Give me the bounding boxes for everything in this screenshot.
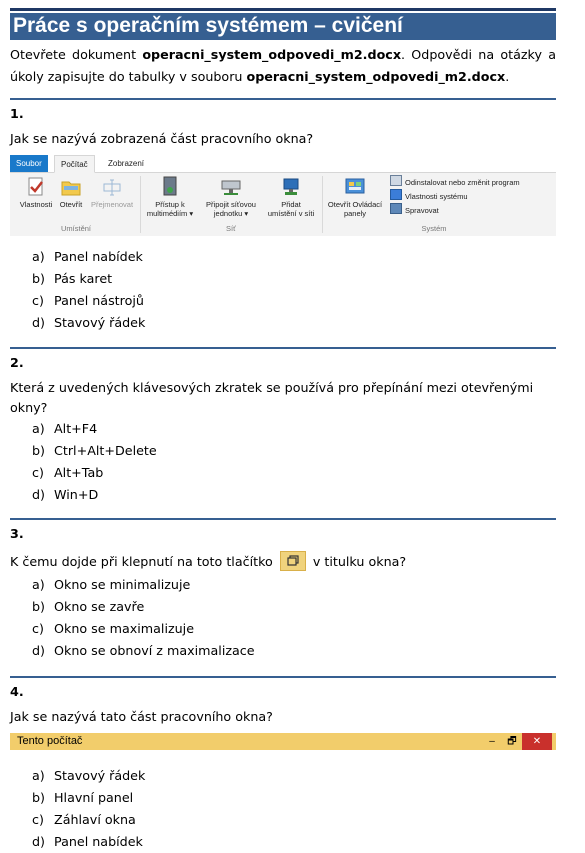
answer-letter: d): [32, 487, 46, 502]
media-access-label: Přístup k: [155, 200, 185, 209]
list-item: [10, 787, 556, 809]
network-location-icon: [280, 176, 302, 198]
tab-pocitac[interactable]: Počítač: [54, 155, 95, 173]
answer-letter: a): [32, 421, 45, 436]
answer-letter: b): [32, 271, 46, 286]
answer-letter: b): [32, 790, 46, 805]
question-text: Která z uvedených klávesových zkratek se používá pro přepínání mezi otevřenými okny?: [10, 380, 534, 415]
properties-label: Vlastnosti: [19, 200, 53, 209]
intro-doc-name: operacni_system_odpovedi_m2.docx: [142, 47, 402, 62]
intro-doc-name: operacni_system_odpovedi_m2.docx: [246, 69, 506, 84]
section-rule: [10, 98, 556, 100]
window-title-bar-image: [10, 733, 556, 750]
answer-text: Panel nabídek: [54, 834, 143, 849]
tab-soubor[interactable]: Soubor: [10, 155, 48, 172]
system-properties-icon: [390, 189, 402, 200]
close-button[interactable]: ✕: [522, 733, 552, 750]
manage-button[interactable]: [390, 203, 439, 216]
list-item: [10, 765, 556, 787]
open-button[interactable]: [56, 176, 86, 209]
ribbon-image: [10, 155, 556, 236]
answer-text: Panel nástrojů: [54, 293, 144, 308]
programs-icon: [390, 175, 402, 186]
section-rule: [10, 676, 556, 678]
rename-icon: [101, 176, 123, 198]
restore-button[interactable]: 🗗: [507, 736, 517, 747]
uninstall-program-button[interactable]: [390, 175, 520, 188]
list-item: [10, 290, 556, 312]
group-label-system: Systém: [421, 224, 447, 233]
answer-text: Stavový řádek: [54, 768, 146, 783]
answer-letter: c): [32, 812, 44, 827]
list-item: [10, 312, 556, 334]
answer-text: Okno se zavře: [54, 599, 145, 614]
answer-text: Záhlaví okna: [54, 812, 136, 827]
network-drive-icon: [220, 176, 242, 198]
answer-text: Panel nabídek: [54, 249, 143, 264]
control-panel-icon: [344, 176, 366, 198]
answer-text: Alt+Tab: [54, 465, 104, 480]
rename-label: Přejmenovat: [90, 200, 134, 209]
page: [10, 8, 556, 853]
question-text-part: K čemu dojde při klepnutí na toto tlačítko: [10, 554, 273, 569]
question-number: 4.: [10, 684, 24, 699]
answer-letter: c): [32, 293, 44, 308]
list-item: [10, 484, 556, 506]
media-access-button[interactable]: [142, 176, 198, 218]
add-network-location-label: Přidat: [281, 200, 301, 209]
manage-label: Spravovat: [405, 206, 439, 215]
ribbon-separator: [140, 176, 141, 233]
properties-button[interactable]: [14, 176, 58, 209]
question-number: 3.: [10, 526, 24, 541]
answer-text: Ctrl+Alt+Delete: [54, 443, 157, 458]
list-item: [10, 462, 556, 484]
tab-zobrazeni[interactable]: Zobrazení: [108, 159, 145, 168]
answer-letter: d): [32, 315, 46, 330]
control-panel-label: Otevřít Ovládací: [327, 200, 383, 209]
list-item: [10, 418, 556, 440]
intro-text: .: [505, 69, 510, 84]
intro-text: . Odpovědi na otázky a úkoly zapisujte do tabulky v souboru: [10, 47, 556, 84]
list-item: [10, 831, 556, 853]
map-network-drive-button[interactable]: [200, 176, 262, 218]
answer-list: [10, 765, 556, 853]
group-label-sit: Síť: [226, 224, 236, 233]
ribbon-body: [10, 173, 556, 236]
page-title: Práce s operačním systémem – cvičení: [10, 13, 556, 40]
add-network-location-button[interactable]: [263, 176, 319, 218]
system-properties-label: Vlastnosti systému: [405, 192, 468, 201]
media-access-label: multimédiím ▾: [146, 209, 194, 218]
system-properties-button[interactable]: [390, 189, 468, 202]
media-server-icon: [159, 176, 181, 198]
answer-letter: d): [32, 643, 46, 658]
answer-list: [10, 574, 556, 662]
uninstall-label: Odinstalovat nebo změnit program: [405, 178, 520, 187]
control-panel-label: panely: [343, 209, 367, 218]
rename-button[interactable]: [87, 176, 137, 209]
window-title: Tento počítač: [17, 735, 83, 747]
list-item: [10, 440, 556, 462]
folder-open-icon: [60, 176, 82, 198]
add-network-location-label: umístění v síti: [267, 209, 315, 218]
question-number: 2.: [10, 355, 24, 370]
answer-list: [10, 418, 556, 506]
answer-text: Pás karet: [54, 271, 113, 286]
answer-letter: a): [32, 249, 45, 264]
answer-letter: c): [32, 621, 44, 636]
list-item: [10, 574, 556, 596]
question-text: [10, 551, 556, 572]
list-item: [10, 246, 556, 268]
restore-icon: [281, 552, 305, 570]
list-item: [10, 640, 556, 662]
question-text-part: v titulku okna?: [312, 554, 407, 569]
manage-icon: [390, 203, 402, 214]
answer-text: Okno se maximalizuje: [54, 621, 195, 636]
title-top-rule: [10, 8, 556, 11]
group-label-umisteni: Umístění: [60, 224, 91, 233]
question-number: 1.: [10, 106, 24, 121]
question-text: Jak se nazývá zobrazená část pracovního okna?: [10, 131, 314, 146]
properties-icon: [25, 176, 47, 198]
answer-text: Alt+F4: [54, 421, 98, 436]
control-panel-button[interactable]: [324, 176, 386, 218]
ribbon-separator: [322, 176, 323, 233]
map-network-drive-label: Připojit síťovou: [206, 200, 256, 209]
open-label: Otevřít: [59, 200, 83, 209]
answer-text: Win+D: [54, 487, 99, 502]
answer-text: Hlavní panel: [54, 790, 134, 805]
list-item: [10, 618, 556, 640]
intro-text: Otevřete dokument: [10, 47, 143, 62]
answer-letter: b): [32, 599, 46, 614]
question-text: Jak se nazývá tato část pracovního okna?: [10, 709, 273, 724]
answer-letter: d): [32, 834, 46, 849]
list-item: [10, 268, 556, 290]
map-network-drive-label: jednotku ▾: [213, 209, 249, 218]
answer-list: [10, 246, 556, 334]
answer-text: Stavový řádek: [54, 315, 146, 330]
answer-letter: a): [32, 768, 45, 783]
answer-letter: c): [32, 465, 44, 480]
answer-letter: b): [32, 443, 46, 458]
section-rule: [10, 347, 556, 349]
section-rule: [10, 518, 556, 520]
answer-text: Okno se obnoví z maximalizace: [54, 643, 255, 658]
minimize-button[interactable]: –: [489, 736, 495, 747]
restore-button-sample: [280, 551, 306, 571]
answer-letter: a): [32, 577, 45, 592]
intro-paragraph: [10, 44, 556, 88]
ribbon-tabs: [10, 155, 556, 173]
answer-text: Okno se minimalizuje: [54, 577, 191, 592]
list-item: [10, 596, 556, 618]
